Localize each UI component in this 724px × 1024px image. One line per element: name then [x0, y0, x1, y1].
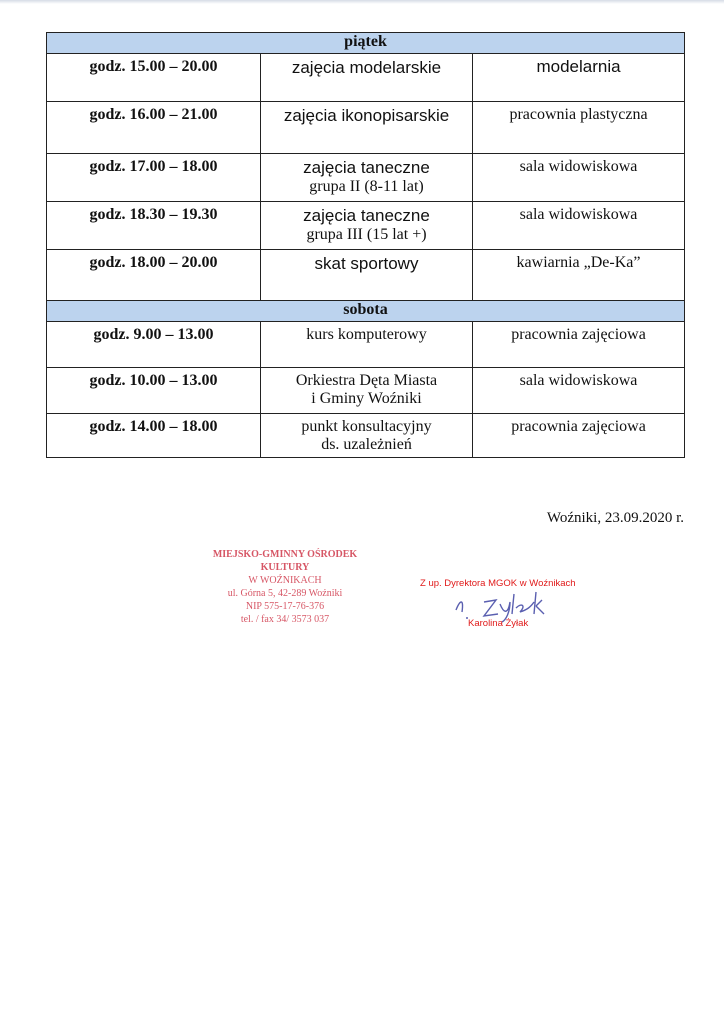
activity-group: grupa II (8-11 lat) — [309, 178, 424, 195]
activity-name: kurs komputerowy — [306, 326, 427, 343]
location-cell: sala widowiskowa — [473, 368, 685, 414]
scan-edge — [0, 0, 724, 4]
activity-cell — [261, 368, 473, 414]
activity-cell — [261, 414, 473, 458]
day-header: piątek — [47, 33, 685, 54]
day-header-row — [47, 33, 685, 54]
time-cell: godz. 17.00 – 18.00 — [47, 154, 261, 202]
time-cell: godz. 18.30 – 19.30 — [47, 202, 261, 250]
activity-cell — [261, 102, 473, 154]
stamp-line: tel. / fax 34/ 3573 037 — [240, 614, 330, 625]
activity-cell — [261, 202, 473, 250]
location-cell: modelarnia — [473, 54, 685, 102]
activity-name: zajęcia taneczne — [303, 206, 430, 225]
activity-cell — [261, 154, 473, 202]
institution-stamp — [190, 548, 380, 626]
location-cell: pracownia plastyczna — [473, 102, 685, 154]
time-cell: godz. 16.00 – 21.00 — [47, 102, 261, 154]
table-row — [47, 54, 685, 102]
stamp-line: ul. Górna 5, 42-289 Woźniki — [227, 588, 343, 599]
day-header-row — [47, 301, 685, 322]
location-cell: pracownia zajęciowa — [473, 414, 685, 458]
location-cell: sala widowiskowa — [473, 202, 685, 250]
table-row — [47, 322, 685, 368]
activity-cell — [261, 322, 473, 368]
table-row — [47, 102, 685, 154]
time-cell: godz. 14.00 – 18.00 — [47, 414, 261, 458]
stamp-line: MIEJSKO-GMINNY OŚRODEK KULTURY — [212, 549, 358, 573]
signature-title: Z up. Dyrektora MGOK w Woźnikach — [420, 578, 576, 589]
activity-name: Orkiestra Dęta Miasta — [295, 372, 438, 389]
activity-cell — [261, 250, 473, 301]
time-cell: godz. 15.00 – 20.00 — [47, 54, 261, 102]
activity-name-cont: ds. uzależnień — [321, 436, 412, 453]
activity-cell — [261, 54, 473, 102]
time-cell: godz. 9.00 – 13.00 — [47, 322, 261, 368]
time-cell: godz. 18.00 – 20.00 — [47, 250, 261, 301]
location-cell: kawiarnia „De-Ka” — [473, 250, 685, 301]
schedule-table — [46, 32, 685, 458]
signature-block — [410, 578, 590, 629]
activity-name-cont: i Gminy Woźniki — [311, 390, 422, 407]
activity-name: zajęcia modelarskie — [291, 58, 442, 77]
table-row — [47, 250, 685, 301]
table-row — [47, 202, 685, 250]
day-header: sobota — [47, 301, 685, 322]
activity-name: zajęcia taneczne — [303, 158, 430, 177]
table-row — [47, 414, 685, 458]
place-date: Woźniki, 23.09.2020 r. — [546, 510, 684, 526]
activity-name: punkt konsultacyjny — [301, 418, 432, 435]
activity-name: zajęcia ikonopisarskie — [283, 106, 450, 125]
location-cell: pracownia zajęciowa — [473, 322, 685, 368]
location-cell: sala widowiskowa — [473, 154, 685, 202]
table-row — [47, 154, 685, 202]
activity-group: grupa III (15 lat +) — [306, 226, 427, 243]
signature-name: Karolina Żyłak — [468, 618, 529, 629]
stamp-line: W WOŹNIKACH — [248, 575, 322, 586]
time-cell: godz. 10.00 – 13.00 — [47, 368, 261, 414]
stamp-line: NIP 575-17-76-376 — [245, 601, 325, 612]
activity-name: skat sportowy — [314, 254, 419, 273]
table-row — [47, 368, 685, 414]
